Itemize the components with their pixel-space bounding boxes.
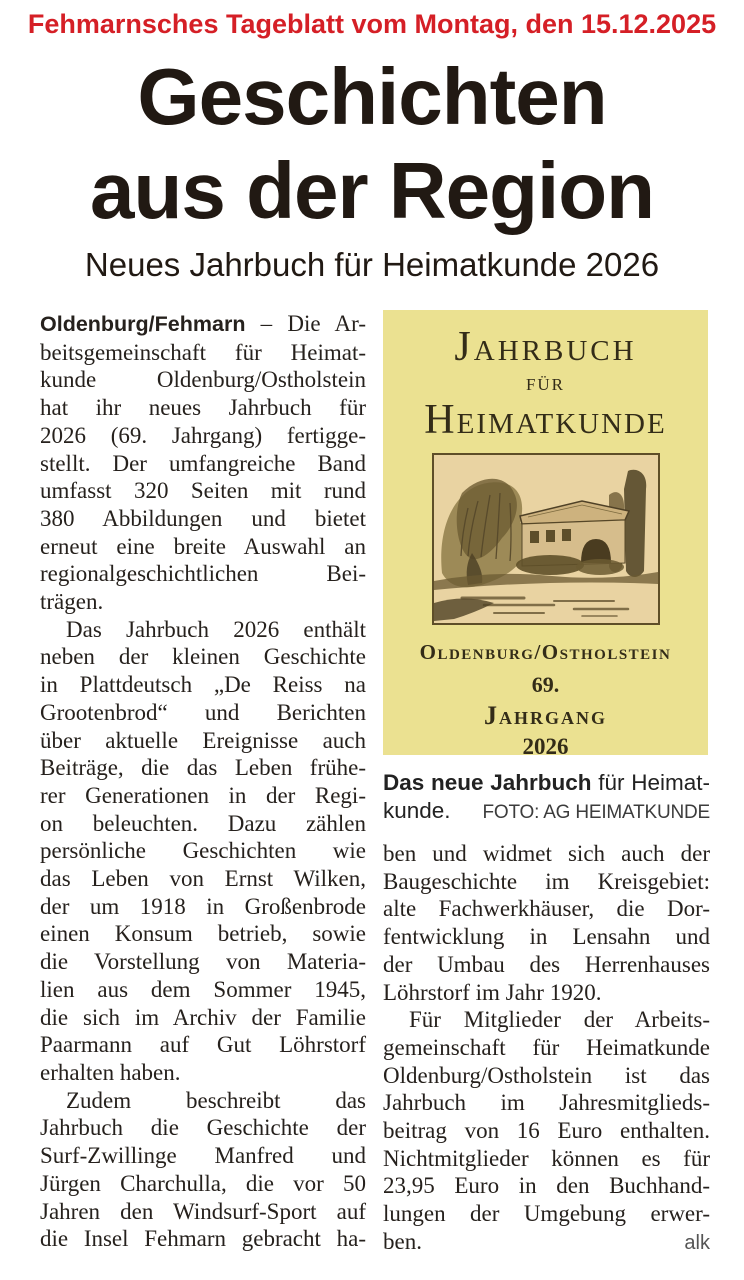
body-line: einen Konsum betrieb, sowie	[40, 921, 366, 947]
body-line: Baugeschichte im Kreisgebiet:	[383, 868, 710, 894]
body-line: Zudem beschreibt das	[66, 1087, 366, 1113]
body-line: 2026 (69. Jahrgang) fertigge-	[40, 422, 366, 448]
body-line: Surf-Zwillinge Manfred und	[40, 1143, 366, 1169]
cover-region: Oldenburg/Ostholstein	[419, 640, 672, 664]
cover-illustration	[432, 453, 660, 625]
body-line: ben.	[383, 1228, 422, 1254]
body-line: die Insel Fehmarn gebracht ha-	[40, 1226, 366, 1252]
body-line: Jahrbuch im Jahresmitglieds-	[383, 1090, 710, 1116]
last-line-with-byline	[383, 1228, 710, 1258]
body-line: lien aus dem Sommer 1945,	[40, 976, 366, 1002]
body-line: regionalgeschichtlichen Bei-	[40, 561, 366, 587]
body-line: 380 Abbildungen und bietet	[40, 505, 366, 531]
cover-title-line1: Jahrbuch	[454, 324, 637, 370]
right-column	[383, 310, 710, 1258]
body-line: alte Fachwerkhäuser, die Dor-	[383, 896, 710, 922]
left-column-text	[40, 310, 366, 1253]
body-line: in Plattdeutsch „De Reiss na	[40, 672, 366, 698]
body-line: Für Mitglieder der Arbeits-	[409, 1007, 710, 1033]
body-line: der um 1918 in Großenbrode	[40, 893, 366, 919]
paragraph	[40, 310, 366, 616]
body-line: umfasst 320 Seiten mit rund	[40, 478, 366, 504]
body-line: ben und widmet sich auch der	[383, 841, 710, 866]
body-line: die sich im Archiv der Familie	[40, 1004, 366, 1030]
body-line: Jürgen Charchulla, die vor 50	[40, 1170, 366, 1196]
cover-title-line3: Heimatkunde	[424, 397, 667, 443]
body-line: Paarmann auf Gut Löhrstorf	[40, 1032, 366, 1058]
body-line: Jahrbuch die Geschichte der	[40, 1115, 366, 1141]
paragraph	[383, 1006, 710, 1257]
body-line: 23,95 Euro in den Buchhand-	[383, 1173, 710, 1199]
caption-rest: für Heimat-	[591, 770, 710, 795]
author-byline: alk	[684, 1231, 710, 1254]
masthead-dateline: Fehmarnsches Tageblatt vom Montag, den 15.12.2025	[27, 9, 717, 39]
body-line: kunde Oldenburg/Ostholstein	[40, 367, 366, 393]
caption-line2	[383, 797, 710, 827]
paragraph	[40, 616, 366, 1087]
body-line: gemeinschaft für Heimatkunde	[383, 1034, 710, 1060]
body-line: Löhrstorf im Jahr 1920.	[383, 979, 602, 1005]
body-line: fentwicklung in Lensahn und	[383, 924, 710, 950]
body-line: rer Generationen in der Regi-	[40, 782, 366, 808]
headline-line2: aus der Region	[90, 146, 654, 235]
left-column	[40, 310, 366, 1258]
right-column-text	[383, 840, 710, 1258]
body-line: Nichtmitglieder können es für	[383, 1145, 710, 1171]
body-line: erneut eine breite Auswahl an	[40, 533, 366, 559]
body-line: erhalten haben.	[40, 1059, 181, 1085]
article-headline	[0, 50, 744, 238]
photo-credit: FOTO: AG HEIMATKUNDE	[482, 802, 710, 823]
body-line: beitrag von 16 Euro enthalten.	[383, 1118, 710, 1144]
body-line: lungen der Umgebung erwer-	[383, 1201, 710, 1227]
body-line: on beleuchten. Dazu zählen	[40, 810, 366, 836]
body-line: Das Jahrbuch 2026 enthält	[66, 616, 366, 642]
body-line: das Leben von Ernst Wilken,	[40, 866, 366, 892]
cover-year: 2026	[522, 734, 569, 759]
body-line: der Umbau des Herrenhauses	[383, 951, 710, 977]
body-line: beitsgemeinschaft für Heimat-	[40, 339, 366, 365]
paragraph	[383, 840, 710, 1006]
body-line: stellt. Der umfangreiche Band	[40, 450, 366, 476]
article-body	[40, 310, 710, 1258]
caption-bold: Das neue Jahrbuch	[383, 770, 592, 795]
body-line: Beiträge, die das Leben frühe-	[40, 755, 366, 781]
location-lead: Oldenburg/Fehmarn	[40, 312, 246, 336]
body-line: die Vorstellung von Materia-	[40, 949, 366, 975]
paragraph	[40, 1087, 366, 1253]
cover-volume-label: Jahrgang	[484, 701, 607, 730]
body-line: persönliche Geschichten wie	[40, 838, 366, 864]
body-line: neben der kleinen Geschichte	[40, 644, 366, 670]
article-subhead: Neues Jahrbuch für Heimatkunde 2026	[84, 246, 660, 283]
body-line: Jahren den Windsurf-Sport auf	[40, 1198, 366, 1224]
body-line: Oldenburg/Ostholstein ist das	[383, 1062, 710, 1088]
headline-line1: Geschichten	[137, 52, 607, 141]
body-line: hat ihr neues Jahrbuch für	[40, 395, 366, 421]
figure-caption	[383, 769, 710, 827]
caption-line1	[383, 769, 710, 797]
cover-volume-number: 69.	[531, 672, 560, 697]
cover-title-line2: für	[525, 370, 566, 396]
body-line: über aktuelle Ereignisse auch	[40, 727, 366, 753]
body-line: Oldenburg/Fehmarn – Die Ar-	[40, 311, 366, 336]
body-line: trägen.	[40, 589, 104, 615]
book-cover-image	[383, 310, 708, 759]
body-line: Grootenbrod“ und Berichten	[40, 699, 366, 725]
caption-end: kunde.	[383, 798, 451, 823]
